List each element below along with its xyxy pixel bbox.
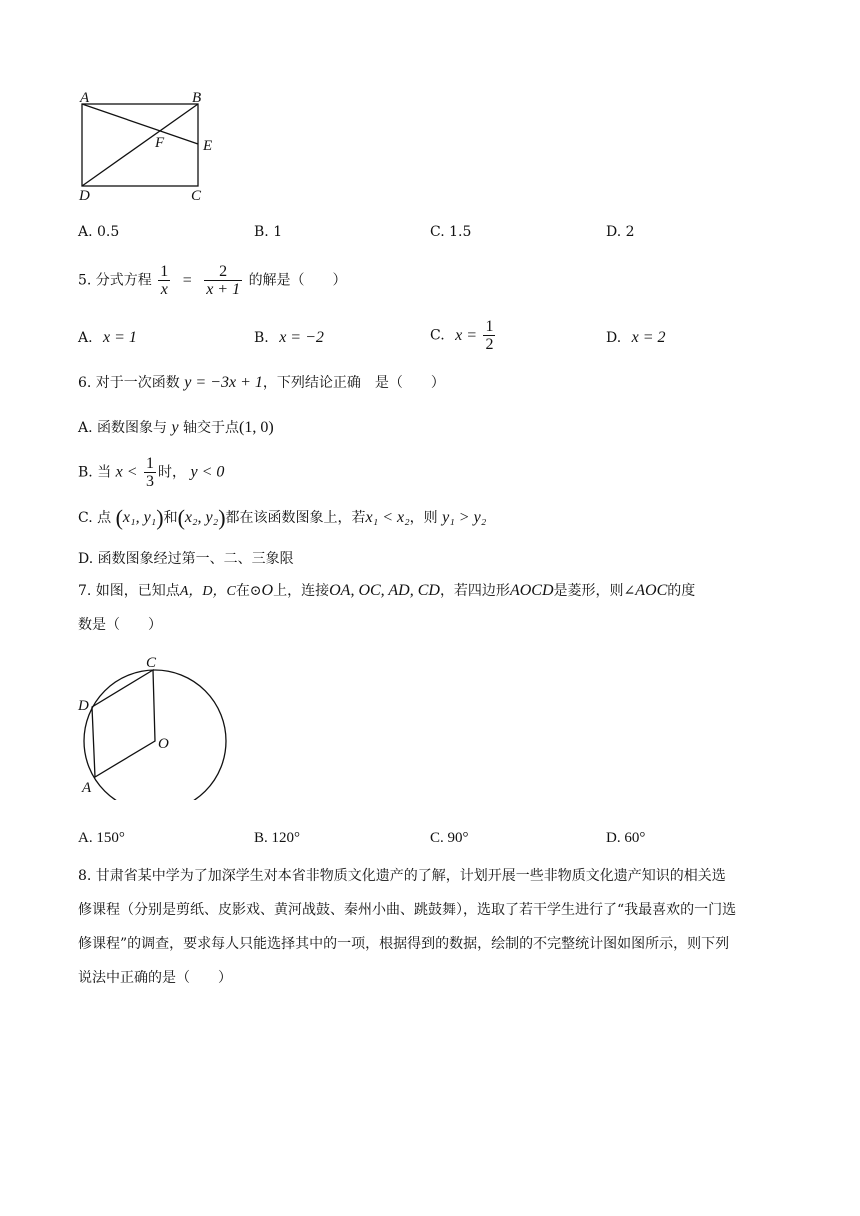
q5-prefix: 5. 分式方程	[78, 272, 152, 289]
q4-option-d[interactable]: D. 2	[606, 224, 635, 240]
q5-rhs-fraction	[204, 263, 242, 298]
question-5	[78, 263, 347, 298]
q7-quad: AOCD	[509, 582, 554, 599]
question-7-line1	[78, 581, 695, 602]
label-d: D	[79, 188, 90, 204]
q6-option-c-prefix: C. 点	[78, 510, 112, 526]
q6-option-c[interactable]	[78, 505, 487, 530]
q6-prefix: 6. 对于一次函数	[78, 375, 180, 391]
q6-option-c-point2: x₂, y₂	[184, 509, 219, 526]
q7-circle: O	[261, 582, 274, 599]
q6-option-a-point: (1, 0)	[239, 419, 274, 436]
q5-option-a-label: A.	[78, 330, 93, 346]
q6-option-b-num: 1	[146, 455, 155, 472]
q6-option-c-cond: x₁ < x₂	[365, 509, 410, 526]
q6-option-b-prefix: B. 当	[78, 464, 112, 481]
rectangle-figure	[70, 86, 230, 204]
q4-option-c[interactable]: C. 1.5	[430, 224, 472, 240]
q6-option-b-fraction	[144, 455, 156, 490]
label-f: F	[155, 135, 165, 151]
q5-option-c-fraction	[483, 318, 495, 353]
q7-text-a: 7. 如图，已知点	[78, 583, 180, 599]
fig7-label-a: A	[82, 780, 92, 796]
circle-figure	[74, 650, 244, 800]
q7-text-c: 上，连接	[273, 583, 330, 599]
segment-db	[82, 104, 198, 186]
q5-option-c-num: 1	[485, 318, 494, 335]
question-8-line3: 修课程”的调查，要求每人只能选择其中的一项，根据得到的数据，绘制的不完整统计图如图所示，则下列	[78, 936, 730, 952]
q7-option-b[interactable]: B. 120°	[254, 830, 301, 846]
q6-option-d[interactable]: D. 函数图象经过第一、二、三象限	[78, 551, 294, 567]
q6-option-c-paren-open-1: (	[115, 505, 123, 530]
q5-lhs-num: 1	[160, 263, 169, 280]
question-8-line1: 8. 甘肃省某中学为了加深学生对本省非物质文化遗产的了解，计划开展一些非物质文化遗产知识的相关选	[78, 868, 726, 884]
question-6	[78, 373, 445, 393]
question-7-line2: 数是（ ）	[78, 617, 162, 633]
q6-option-c-mid: 都在该函数图象上，若	[225, 510, 366, 526]
q6-option-b-den: 3	[146, 473, 155, 490]
fig7-label-o: O	[158, 736, 169, 752]
q7-points: A，D，C	[179, 584, 236, 599]
q7-text-d: ，若四边形	[439, 583, 510, 599]
label-a: A	[80, 90, 90, 106]
q5-option-c-den: 2	[485, 336, 494, 353]
q6-option-a[interactable]	[78, 418, 274, 438]
q6-option-a-prefix: A. 函数图象与	[78, 420, 168, 436]
q7-text-b: 在⊙	[235, 583, 262, 599]
q5-lhs-fraction	[158, 263, 170, 298]
q4-option-b[interactable]: B. 1	[254, 224, 283, 240]
q5-option-a-value: x = 1	[103, 329, 137, 346]
q6-option-c-paren-close-1: )	[156, 505, 164, 530]
q6-option-c-paren-open-2: (	[177, 505, 185, 530]
question-8-line4: 说法中正确的是（ ）	[78, 970, 232, 986]
q5-option-d-value: x = 2	[631, 329, 666, 346]
q6-option-c-point1: x₁, y₁	[122, 509, 157, 526]
q6-option-a-var: y	[171, 419, 179, 436]
q5-option-c-label: C.	[430, 327, 445, 344]
q6-option-a-mid: 轴交于点	[183, 420, 240, 436]
q5-option-d-label: D.	[606, 330, 622, 346]
q5-option-b-value: x = −2	[279, 329, 324, 346]
q7-option-a[interactable]: A. 150°	[78, 830, 125, 846]
question-8-line2: 修课程（分别是剪纸、皮影戏、黄河战鼓、秦州小曲、跳鼓舞），选取了若干学生进行了“我最喜欢的一门选	[78, 902, 737, 918]
q5-equals: =	[182, 271, 192, 289]
label-e: E	[203, 138, 213, 154]
fig7-label-c: C	[146, 655, 157, 671]
q6-option-c-and: 和	[163, 510, 178, 526]
q6-option-b[interactable]	[78, 455, 224, 490]
q6-option-c-paren-close-2: )	[218, 505, 226, 530]
q4-option-a[interactable]: A. 0.5	[78, 224, 120, 240]
q5-option-b[interactable]	[254, 329, 324, 347]
q7-option-c[interactable]: C. 90°	[430, 830, 469, 846]
q5-rhs-den: x + 1	[206, 281, 241, 298]
rhombus-aocd	[92, 670, 155, 777]
label-c: C	[191, 188, 202, 204]
q7-text-e: 是菱形，则∠	[553, 583, 636, 599]
q5-option-c-lhs: x =	[455, 326, 478, 344]
q7-option-d[interactable]: D. 60°	[606, 830, 646, 846]
q6-function: y = −3x + 1	[184, 374, 263, 391]
q6-option-b-ineq: x <	[115, 463, 138, 481]
q5-suffix: 的解是（ ）	[248, 272, 347, 289]
fig7-label-d: D	[78, 698, 89, 714]
q6-option-c-then: ，则	[409, 510, 438, 526]
q5-option-a[interactable]	[78, 329, 137, 347]
q5-option-b-label: B.	[254, 330, 269, 346]
q6-suffix: ，下列结论正确 是（ ）	[262, 375, 445, 391]
q6-option-b-mid: 时，	[158, 464, 187, 481]
q6-option-b-result: y < 0	[190, 463, 225, 481]
q5-lhs-den: x	[160, 281, 168, 298]
label-b: B	[192, 90, 202, 106]
q6-option-c-result: y₁ > y₂	[442, 509, 487, 526]
q7-text-f: 的度	[667, 583, 696, 599]
q7-segments: OA, OC, AD, CD	[329, 582, 440, 599]
q7-angle: AOC	[635, 582, 668, 599]
q5-option-d[interactable]	[606, 329, 666, 347]
q5-rhs-num: 2	[204, 263, 242, 281]
q5-option-c[interactable]	[430, 318, 497, 353]
segment-ae	[82, 104, 198, 144]
